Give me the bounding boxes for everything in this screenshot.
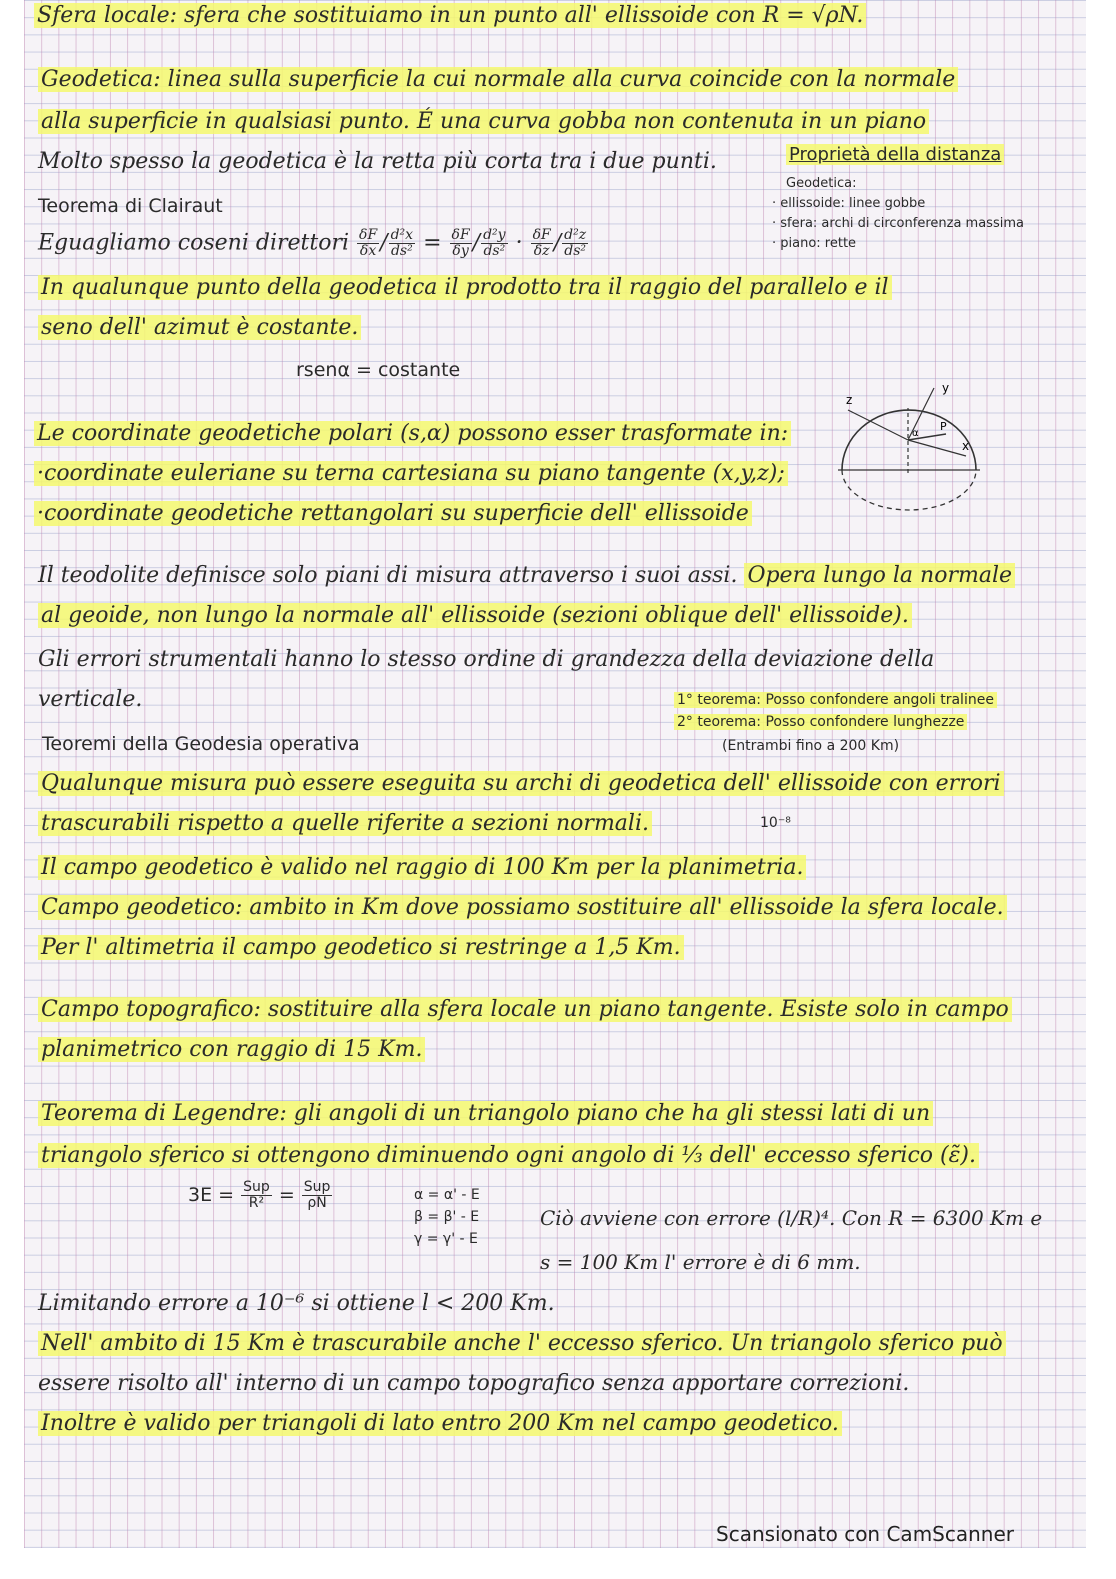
line-legendre-1: Teorema di Legendre: gli angoli di un triangolo piano che ha gli stessi lati di un xyxy=(38,1100,933,1128)
frac-sup-r2: $\frac{\text{Sup}}{\text{R²}}$ xyxy=(243,1179,270,1211)
line-teodolite-2: al geoide, non lungo la normale all' ellissoide (sezioni oblique dell' ellissoide). xyxy=(38,602,912,630)
formula-legendre: 3E = $\frac{\text{Sup}}{\text{R²}}$ = $\frac{\text{Sup}}{\rho N}$ xyxy=(188,1179,331,1211)
line-campo-topografico-1: Campo topografico: sostituire alla sfera locale un piano tangente. Esiste solo in campo xyxy=(38,996,1012,1024)
camscanner-footer: Scansionato con CamScanner xyxy=(716,1522,1014,1546)
line-geodetica-1: Geodetica: linea sulla superficie la cui normale alla curva coincide con la normale xyxy=(38,66,958,94)
note-sfera: · sfera: archi di circonferenza massima xyxy=(772,216,1024,231)
notebook-page xyxy=(24,0,1086,1548)
axis-y-label: y xyxy=(942,381,950,395)
line-legendre-2: triangolo sferico si ottengono diminuendo ogni angolo di ⅓ dell' eccesso sferico (ε̃). xyxy=(38,1142,979,1170)
line-campo-geodetico-1: Il campo geodetico è valido nel raggio di 100 Km per la planimetria. xyxy=(38,854,806,882)
note-ellissoide: · ellissoide: linee gobbe xyxy=(772,196,926,211)
angle-gamma: γ = γ' - E xyxy=(414,1231,478,1247)
note-theorem-1: 1° teorema: Posso confondere angoli tralinee xyxy=(674,692,997,708)
line-risolto: essere risolto all' interno di un campo topografico senza apportare correzioni. xyxy=(38,1371,910,1396)
point-p-label: P xyxy=(940,420,947,433)
note-theorem-2: 2° teorema: Posso confondere lunghezze xyxy=(674,714,967,730)
frac-dfdx: $\frac{\delta F}{\delta x}$ xyxy=(359,227,378,259)
line-ambito-15km: Nell' ambito di 15 Km è trascurabile anche l' eccesso sferico. Un triangolo sferico può xyxy=(38,1330,1006,1358)
axis-x-label: x xyxy=(962,439,970,453)
line-coordinate-polari: Le coordinate geodetiche polari (s,α) possono esser trasformate in: xyxy=(34,420,791,448)
line-errore-legendre-1: Ciò avviene con errore (l/R)⁴. Con R = 6300 Km e xyxy=(540,1206,1043,1230)
line-sfera-locale: Sfera locale: sfera che sostituiamo in un punto all' ellissoide con R = √ρN. xyxy=(34,2,866,30)
line-teoremi-title: Teoremi della Geodesia operativa xyxy=(42,733,360,755)
line-teodolite-1: Il teodolite definisce solo piani di misura attraverso i suoi assi. Opera lungo la normale xyxy=(38,562,1015,590)
frac-d2z: $\frac{\text{d²z}}{\text{ds²}}$ xyxy=(564,227,587,259)
note-ten-minus-eight: 10⁻⁸ xyxy=(760,815,791,831)
frac-d2y: $\frac{\text{d²y}}{\text{ds²}}$ xyxy=(483,227,506,259)
line-errore-legendre-2: s = 100 Km l' errore è di 6 mm. xyxy=(540,1250,861,1274)
line-clairaut-statement-2: seno dell' azimut è costante. xyxy=(38,314,361,342)
line-clairaut-statement-1: In qualunque punto della geodetica il prodotto tra il raggio del parallelo e il xyxy=(38,274,892,302)
ellipsoid-diagram xyxy=(834,378,984,518)
angle-alpha: α = α' - E xyxy=(414,1187,480,1203)
line-campo-topografico-2: planimetrico con raggio di 15 Km. xyxy=(38,1036,425,1064)
formula-rsen: rsenα = costante xyxy=(296,359,461,381)
line-errori-2: verticale. xyxy=(38,687,143,712)
frac-dfdy: $\frac{\delta F}{\delta y}$ xyxy=(451,227,470,259)
line-coordinate-rettangolari: ·coordinate geodetiche rettangolari su superficie dell' ellissoide xyxy=(34,500,752,528)
line-geodetica-3: Molto spesso la geodetica è la retta più corta tra i due punti. xyxy=(38,149,717,174)
angle-beta: β = β' - E xyxy=(414,1209,480,1225)
line-inoltre: Inoltre è valido per triangoli di lato entro 200 Km nel campo geodetico. xyxy=(38,1410,842,1438)
frac-d2x: $\frac{\text{d²x}}{\text{ds²}}$ xyxy=(390,227,414,259)
geodetics-label: Geodetica: xyxy=(786,176,857,191)
line-campo-geodetico-3: Per l' altimetria il campo geodetico si restringe a 1,5 Km. xyxy=(38,934,684,962)
alpha-label: α xyxy=(912,428,919,439)
line-errori-1: Gli errori strumentali hanno lo stesso ordine di grandezza della deviazione della xyxy=(38,647,935,672)
axis-z-label: z xyxy=(846,393,853,407)
note-theorem-3: (Entrambi fino a 200 Km) xyxy=(722,738,900,754)
frac-dfdz: $\frac{\delta F}{\delta z}$ xyxy=(532,227,551,259)
clairaut-title: Teorema di Clairaut xyxy=(38,195,223,217)
note-piano: · piano: rette xyxy=(772,236,857,251)
distance-property-title: Proprietà della distanza xyxy=(786,146,1004,164)
line-campo-geodetico-2: Campo geodetico: ambito in Km dove possiamo sostituire all' ellissoide la sfera locale. xyxy=(38,894,1007,922)
clairaut-line: Eguagliamo coseni direttori $\frac{\delta F}{\delta x}$ / $\frac{\text{d²x}}{\text{ds²}}$ = $\frac{\delta F}{\delta y}$ / $\frac{\text{d²y}}{\text{ds²}}$ · $\frac{\delta F}{\delta z}$ / $\frac{\text{d²z}}{\text{ds²}}$ xyxy=(38,227,587,259)
line-geodetica-2: alla superficie in qualsiasi punto. É una curva gobba non contenuta in un piano xyxy=(38,108,929,136)
line-coordinate-euleriane: ·coordinate euleriane su terna cartesiana su piano tangente (x,y,z); xyxy=(34,460,788,488)
line-misura-1: Qualunque misura può essere eseguita su archi di geodetica dell' ellissoide con errori xyxy=(38,770,1004,798)
line-misura-2: trascurabili rispetto a quelle riferite a sezioni normali. xyxy=(38,810,652,838)
frac-sup-rhon: $\frac{\text{Sup}}{\rho N}$ xyxy=(303,1179,331,1211)
line-limitando: Limitando errore a 10⁻⁶ si ottiene l < 200 Km. xyxy=(38,1291,555,1316)
